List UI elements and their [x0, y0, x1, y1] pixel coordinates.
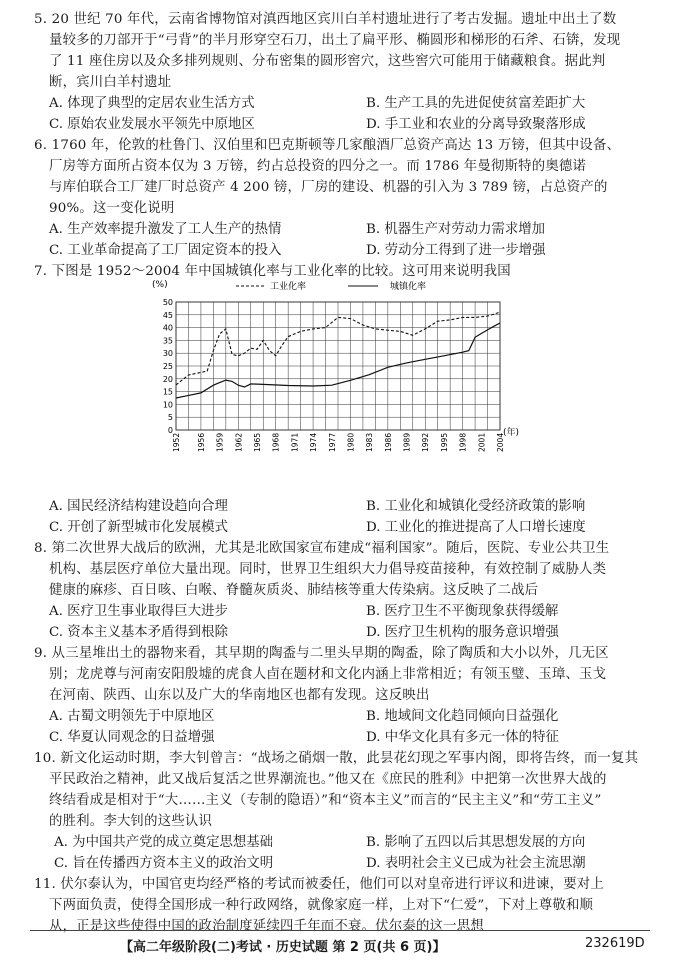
q10-option-a: A. 为中国共产党的成立奠定思想基础 [54, 835, 274, 850]
q7-option-d: D. 工业化的推进提高了人口增长速度 [366, 520, 586, 535]
chart-x-ticks [172, 433, 505, 452]
q10-option-d: D. 表明社会主义已成为社会主流思潮 [366, 856, 586, 871]
q6-line-2: 厂房等方面所占资本仅为 3 万镑，约占总投资的四分之一。而 1786 年曼彻斯特的奥德诺 [49, 159, 587, 174]
industrialization-urbanization-chart [150, 278, 530, 500]
chart-x-tick-label: 1952 [172, 432, 181, 452]
chart-x-tick-label: 1971 [290, 432, 300, 452]
q8-option-d: D. 医疗卫生机构的服务意识增强 [366, 625, 559, 640]
chart-legend [236, 280, 426, 292]
q9-line-2: 别；龙虎尊与河南安阳殷墟的虎食人卣在题材和文化内涵上非常相近；有领玉璧、玉璋、玉戈 [49, 667, 607, 682]
q5-option-c: C. 原始农业发展水平领先中原地区 [49, 117, 255, 132]
chart-y-tick-label: 15 [162, 387, 173, 397]
q8-option-a: A. 医疗卫生事业取得巨大进步 [49, 604, 228, 619]
q10-line-1: 10. 新文化运动时期，李大钊曾言：“战场之硝烟一散，此昙花幻现之军事内阁，即将告终，而一复其 [34, 751, 639, 766]
chart-y-tick-label: 30 [162, 349, 173, 359]
q6-line-4: 90%。这一变化说明 [49, 201, 175, 216]
q8-line-2: 机构、基层医疗单位大量出现。同时，世界卫生组织大力倡导疫苗接种，有效控制了威胁人类 [49, 562, 607, 577]
q5-line-3: 了 11 座住房以及众多排列规则、分布密集的圆形窖穴，这些窖穴可能用于储藏粮食。据此判 [49, 54, 606, 69]
legend-label-2: 城镇化率 [390, 282, 427, 292]
chart-x-tick-label: 1974 [309, 432, 319, 452]
chart-x-tick-label: 1962 [234, 432, 244, 452]
q11-line-3-overflow: 从，正是这些使得中国的政治制度延续四千年而不衰。伏尔泰的这一思想 [49, 919, 484, 934]
q6-option-d: D. 劳动分工得到了进一步增强 [366, 243, 546, 258]
chart-x-tick-label: 1995 [439, 432, 449, 452]
chart-y-axis-label: (%) [152, 280, 168, 290]
q5-line-2: 量较多的刀部开于“弓背”的半月形穿空石刀，出土了扁平形、椭圆形和梯形的石斧、石锛，发现 [49, 33, 621, 48]
q11-line-1: 11. 伏尔泰认为，中国官吏均经严格的考试而被委任，他们可以对皇帝进行评议和进谏，要对上 [34, 877, 604, 892]
q9-line-1: 9. 从三星堆出土的器物来看，其早期的陶盉与二里头早期的陶盉，除了陶质和大小以外，几无区 [34, 646, 609, 661]
q6-line-3: 与库伯联合工厂建厂时总资产 4 200 镑，厂房的建设、机器的引入为 3 789 镑，占总资产的 [49, 180, 608, 195]
q6-line-1: 6. 1760 年，伦敦的杜鲁门、汉伯里和巴克斯顿等几家酿酒厂总资产高达 13 万镑，但其中设备、 [34, 138, 621, 153]
chart-x-tick-label: 2004 [496, 432, 505, 452]
q8-line-3: 健康的麻疹、百日咳、白喉、脊髓灰质炎、肺结核等重大传染病。这反映了二战后 [49, 583, 539, 598]
q6-option-b: B. 机器生产对劳动力需求增加 [366, 222, 546, 237]
q10-option-b: B. 影响了五四以后其思想发展的方向 [366, 835, 586, 850]
chart-y-tick-label: 10 [162, 400, 173, 410]
q8-option-c: C. 资本主义基本矛盾得到根除 [49, 625, 228, 640]
chart-y-tick-label: 20 [162, 374, 173, 384]
q7-line-1: 7. 下图是 1952～2004 年中国城镇化率与工业化率的比较。这可用来说明我国 [34, 264, 511, 279]
chart-y-tick-label: 50 [162, 298, 173, 307]
chart-y-tick-label: 0 [167, 426, 173, 435]
chart-x-tick-label: 1983 [365, 432, 375, 452]
legend-label-1: 工业化率 [270, 282, 307, 292]
q7-option-a: A. 国民经济结构建设趋向合理 [49, 499, 228, 514]
footer-title: 【高二年级阶段(二)考试 · 历史试题 第 2 页(共 6 页)】 [120, 940, 446, 955]
q6-option-a: A. 生产效率提升激发了工人生产的热情 [49, 222, 282, 237]
q9-option-c: C. 华夏认同观念的日益增强 [49, 730, 215, 745]
q5-line-4: 断，宾川白羊村遗址 [49, 75, 172, 90]
chart-y-tick-label: 35 [162, 336, 173, 346]
q10-line-4: 的胜利。李大钊的这些认识 [49, 814, 213, 829]
chart-grid [176, 302, 500, 430]
q11-line-2: 下两面负责，使得全国形成一种行政网络，就像家庭一样，上对下“仁爱”，下对上尊敬和顺 [49, 898, 594, 913]
q10-line-2: 平民政治之精神，此又战后复活之世界潮流也。”他又在《庶民的胜利》中把第一次世界大战的 [49, 772, 607, 787]
chart-x-tick-label: 1980 [346, 432, 356, 452]
footer-divider [30, 930, 650, 931]
q8-option-b: B. 医疗卫生不平衡现象获得缓解 [366, 604, 559, 619]
q9-line-3: 在河南、陕西、山东以及广大的华南地区也都有发现。这反映出 [49, 688, 430, 703]
exam-code: 232619D [585, 936, 645, 951]
q9-option-d: D. 中华文化具有多元一体的特征 [366, 730, 559, 745]
chart-x-tick-label: 1998 [458, 432, 468, 452]
chart-y-ticks [163, 298, 173, 435]
chart-x-tick-label: 1959 [215, 432, 225, 452]
q6-option-c: C. 工业革命提高了工厂固定资本的投入 [49, 243, 282, 258]
q9-option-a: A. 古蜀文明领先于中原地区 [49, 709, 215, 724]
chart-y-tick-label: 5 [167, 413, 173, 423]
chart-x-axis-label: (年) [503, 428, 520, 438]
chart-x-tick-label: 1977 [327, 432, 337, 452]
chart-x-tick-label: 1956 [196, 432, 206, 452]
chart-y-tick-label: 40 [162, 323, 173, 333]
chart-x-tick-label: 1989 [402, 432, 412, 452]
q5-option-a: A. 体现了典型的定居农业生活方式 [49, 96, 255, 111]
q9-option-b: B. 地域间文化趋同倾向日益强化 [366, 709, 559, 724]
q10-option-c: C. 旨在传播西方资本主义的政治文明 [54, 856, 274, 871]
chart-x-tick-label: 1965 [253, 432, 262, 452]
q5-option-b: B. 生产工具的先进促使贫富差距扩大 [366, 96, 586, 111]
chart-y-tick-label: 25 [162, 362, 173, 371]
chart-x-tick-label: 2001 [477, 432, 487, 452]
chart-y-tick-label: 45 [162, 310, 173, 320]
chart-x-tick-label: 1992 [421, 432, 431, 452]
chart-x-tick-label: 1968 [271, 432, 281, 452]
q5-option-d: D. 手工业和农业的分离导致聚落形成 [366, 117, 586, 132]
q8-line-1: 8. 第二次世界大战后的欧洲，尤其是北欧国家宣布建成“福利国家”。随后，医院、专业公共卫生 [34, 541, 610, 556]
q10-line-3: 终结看成是相对于“大……主义（专制的隐语）”和“资本主义”而言的“民主主义”和“劳工主义” [49, 793, 602, 808]
q5-line-1: 5. 20 世纪 70 年代，云南省博物馆对滇西地区宾川白羊村遗址进行了考古发掘。遗址中出土了数 [34, 12, 617, 27]
q7-option-b: B. 工业化和城镇化受经济政策的影响 [366, 499, 586, 514]
q7-option-c: C. 开创了新型城市化发展模式 [49, 520, 228, 535]
page-footer [0, 933, 677, 957]
chart-x-tick-label: 1986 [383, 432, 393, 452]
